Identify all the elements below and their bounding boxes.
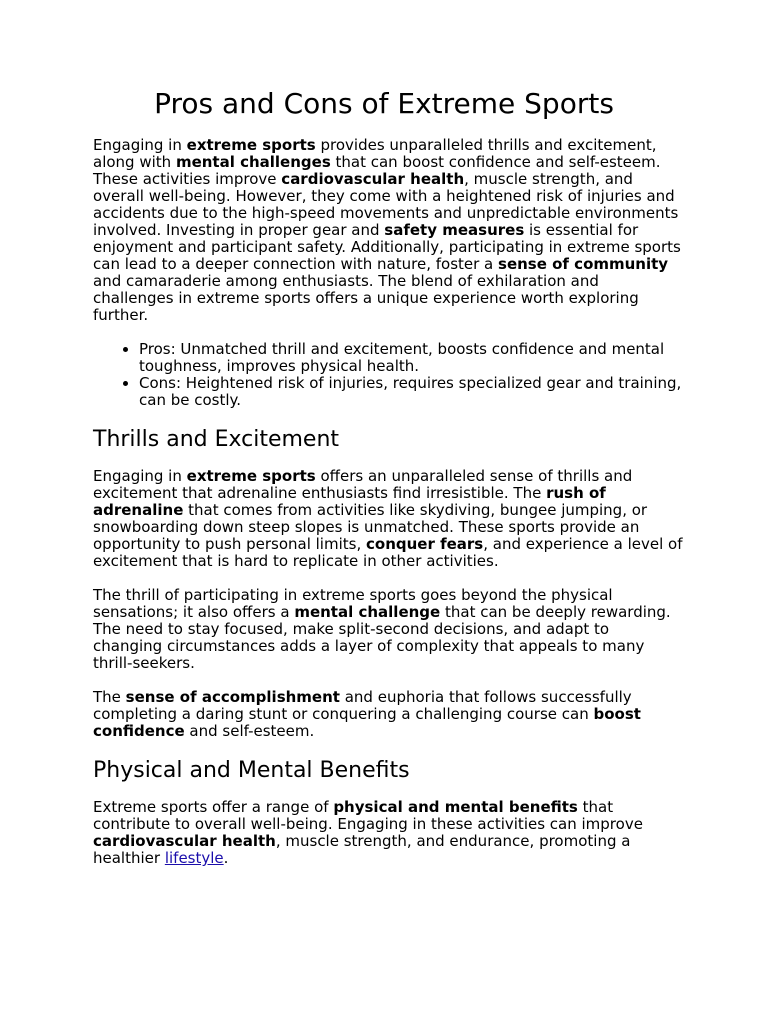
bold-term: cardiovascular health <box>93 832 276 850</box>
text-run: that contribute to overall well-being. Engaging in these activities can improve <box>93 798 643 833</box>
bold-term: safety measures <box>384 221 525 239</box>
text-run: The <box>93 688 126 706</box>
bold-term: conquer fears <box>366 535 484 553</box>
text-run: Extreme sports offer a range of <box>93 798 334 816</box>
thrills-paragraph-2 <box>93 587 683 672</box>
text-run: and euphoria that follows successfully completing a daring stunt or conquering a challenging course can <box>93 688 632 723</box>
bold-term: physical and mental benefits <box>333 798 578 816</box>
bold-term: boost confidence <box>93 705 641 740</box>
text-run: that comes from activities like skydiving, bungee jumping, or snowboarding down steep slopes is unmatched. These sports provide an opportunity to push personal limits, <box>93 501 648 553</box>
section-heading-thrills: Thrills and Excitement <box>93 427 340 452</box>
list-item-pros: • Pros: Unmatched thrill and excitement, boosts confidence and mental toughness, improves physical health. <box>139 341 683 375</box>
text-run: that can boost confidence and self-esteem. These activities improve <box>93 153 661 188</box>
list-item-cons: • Cons: Heightened risk of injuries, requires specialized gear and training, can be costly. <box>139 375 683 409</box>
thrills-paragraph-3 <box>93 689 683 740</box>
text-run: . <box>223 849 229 867</box>
bold-term: mental challenges <box>175 153 331 171</box>
pros-cons-list <box>93 341 683 409</box>
text-run: Engaging in <box>93 136 187 154</box>
bold-term: sense of community <box>498 255 669 273</box>
lifestyle-link[interactable]: lifestyle <box>164 849 224 867</box>
text-run: and camaraderie among enthusiasts. The blend of exhilaration and challenges in extreme sports offers a unique experience worth exploring further. <box>93 272 639 324</box>
text-run: , and experience a level of excitement that is hard to replicate in other activities. <box>93 535 683 570</box>
text-run: , muscle strength, and endurance, promoting a healthier <box>93 832 631 867</box>
bold-term: mental challenge <box>294 603 441 621</box>
text-run: provides unparalleled thrills and excitement, along with <box>93 136 657 171</box>
bold-term: rush of adrenaline <box>93 484 606 519</box>
page-title: Pros and Cons of Extreme Sports <box>154 87 614 120</box>
text-run: that can be deeply rewarding. The need to stay focused, make split-second decisions, and adapt to changing circumstances adds a layer of complexity that appeals to many thrill-seekers. <box>93 603 671 672</box>
bold-term: extreme sports <box>186 467 316 485</box>
text-run: offers an unparalleled sense of thrills and excitement that adrenaline enthusiasts find irresistible. The <box>93 467 633 502</box>
benefits-paragraph-1 <box>93 799 683 867</box>
document-body <box>93 137 683 884</box>
bold-term: sense of accomplishment <box>125 688 340 706</box>
bold-term: extreme sports <box>186 136 316 154</box>
text-run: The thrill of participating in extreme sports goes beyond the physical sensations; it also offers a <box>93 586 613 621</box>
bold-term: cardiovascular health <box>281 170 465 188</box>
intro-paragraph <box>93 137 683 324</box>
section-heading-benefits: Physical and Mental Benefits <box>93 758 410 783</box>
text-run: is essential for enjoyment and participant safety. Additionally, participating in extreme sports can lead to a deeper connection with nature, foster a <box>93 221 681 273</box>
thrills-paragraph-1 <box>93 468 683 570</box>
text-run: Engaging in <box>93 467 187 485</box>
text-run: , muscle strength, and overall well-being. However, they come with a heightened risk of injuries and accidents due to the high-speed movements and unpredictable environments involved. Investing in proper gear and <box>93 170 679 239</box>
text-run: and self-esteem. <box>184 722 315 740</box>
